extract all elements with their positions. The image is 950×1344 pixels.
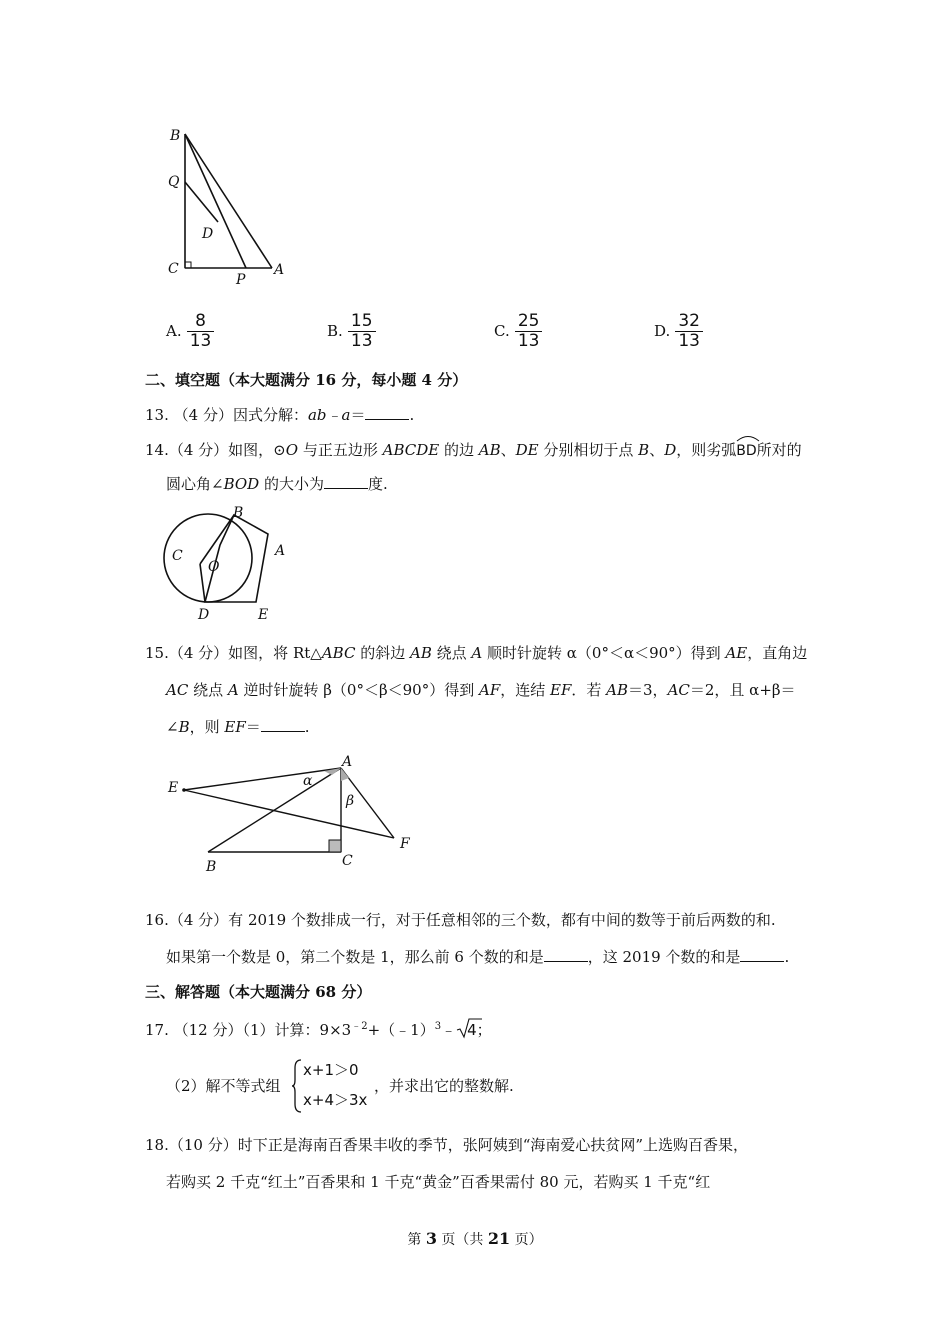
page-footer: 第 3 页（共 21 页） [407,1229,543,1248]
option-d-label: D. [654,322,671,340]
q15-answer-blank[interactable] [261,717,305,732]
label-a: A [274,262,285,278]
option-a-fraction: $\frac{8}{13}$ [187,312,215,351]
label-b: B [206,859,217,875]
q14-figure [158,500,298,625]
question-17-part2-label: （2）解不等式组 [166,1077,281,1095]
segment-ea [184,768,341,790]
section-3-title: 三、解答题（本大题满分 68 分） [145,983,372,1001]
section-2-title: 二、填空题（本大题满分 16 分，每小题 4 分） [145,371,468,389]
system-brace [291,1058,303,1114]
option-b[interactable] [327,312,376,351]
question-16-line1: 16.（4 分）有 2019 个数排成一行，对于任意相邻的三个数，都有中间的数等于前后两数的和. [145,911,776,929]
label-c: C [342,853,353,869]
segment-bp [185,134,246,268]
label-e: E [168,780,179,796]
inequality-2: x+4＞3x [303,1091,368,1109]
option-c-label: C. [494,322,510,340]
option-a[interactable] [166,312,214,351]
option-c-fraction: $\frac{25}{13}$ [515,312,543,351]
label-d: D [202,226,214,242]
inequality-1: x+1＞0 [303,1061,359,1079]
question-18-line1: 18.（10 分）时下正是海南百香果丰收的季节，张阿姨到“海南爱心扶贫网”上选购百香果， [145,1136,749,1154]
label-b: B [170,128,181,144]
label-d: D [198,607,210,623]
option-d[interactable] [654,312,703,351]
arc-bd: BD [736,438,756,461]
option-d-fraction: $\frac{32}{13}$ [675,312,703,351]
segment-ba [185,134,272,268]
question-15-line1: 15.（4 分）如图，将 Rt△ABC 的斜边 AB 绕点 A 顺时针旋转 α（0°＜α＜90°）得到 AE，直角边 [145,644,808,662]
option-b-fraction: $\frac{15}{13}$ [348,312,376,351]
option-a-label: A. [166,322,182,340]
label-e: E [258,607,269,623]
q15-figure [160,750,420,880]
segment-od [200,564,205,602]
label-a: A [342,754,353,770]
label-alpha: α [303,773,313,789]
question-17-part1: 17. （12 分）（1）计算：$9\times 3^{﹣2}+(﹣1)^3﹣$ 4； [145,1021,492,1039]
current-page: 3 [425,1229,437,1248]
option-c[interactable] [494,312,542,351]
label-o: O [208,559,220,575]
label-b: B [233,505,244,521]
segment-ba [208,768,341,852]
q16-answer-blank-1[interactable] [544,947,588,962]
question-14-line1: 14.（4 分）如图，⊙O 与正五边形 ABCDE 的边 AB、DE 分别相切于点 B、D，则劣弧 BD所对的 [145,438,802,461]
question-15-line2: AC 绕点 A 逆时针旋转 β（0°＜β＜90°）得到 AF，连结 EF．若 AB＝3，AC＝2，且 α+β＝ [166,681,796,699]
question-13: 13. （4 分）因式分解：ab﹣a＝ . [145,406,415,424]
label-f: F [400,836,410,852]
question-17-part2-tail: ，并求出它的整数解. [374,1077,514,1095]
option-b-label: B. [327,322,343,340]
sqrt-sign: 4 [456,1019,477,1041]
label-beta: β [346,793,355,809]
right-angle-mark [185,262,191,268]
question-15-line3: ∠B，则 EF＝ . [166,718,310,736]
q12-figure [160,120,300,290]
label-c: C [172,548,183,564]
q14-answer-blank[interactable] [324,474,368,489]
question-14-line2: 圆心角∠BOD 的大小为 度. [166,475,388,493]
q13-answer-blank[interactable] [365,405,409,420]
segment-qd [185,182,218,222]
right-angle-mark [329,840,341,852]
label-q: Q [168,174,180,190]
question-16-line2: 如果第一个数是 0，第二个数是 1，那么前 6 个数的和是 ，这 2019 个数的和是 . [166,948,790,966]
total-pages: 21 [487,1229,511,1248]
label-a: A [275,543,286,559]
label-p: P [236,272,246,288]
q16-answer-blank-2[interactable] [740,947,784,962]
label-c: C [168,261,179,277]
question-18-line2: 若购买 2 千克“红土”百香果和 1 千克“黄金”百香果需付 80 元，若购买 1 千克“红 [166,1173,711,1191]
